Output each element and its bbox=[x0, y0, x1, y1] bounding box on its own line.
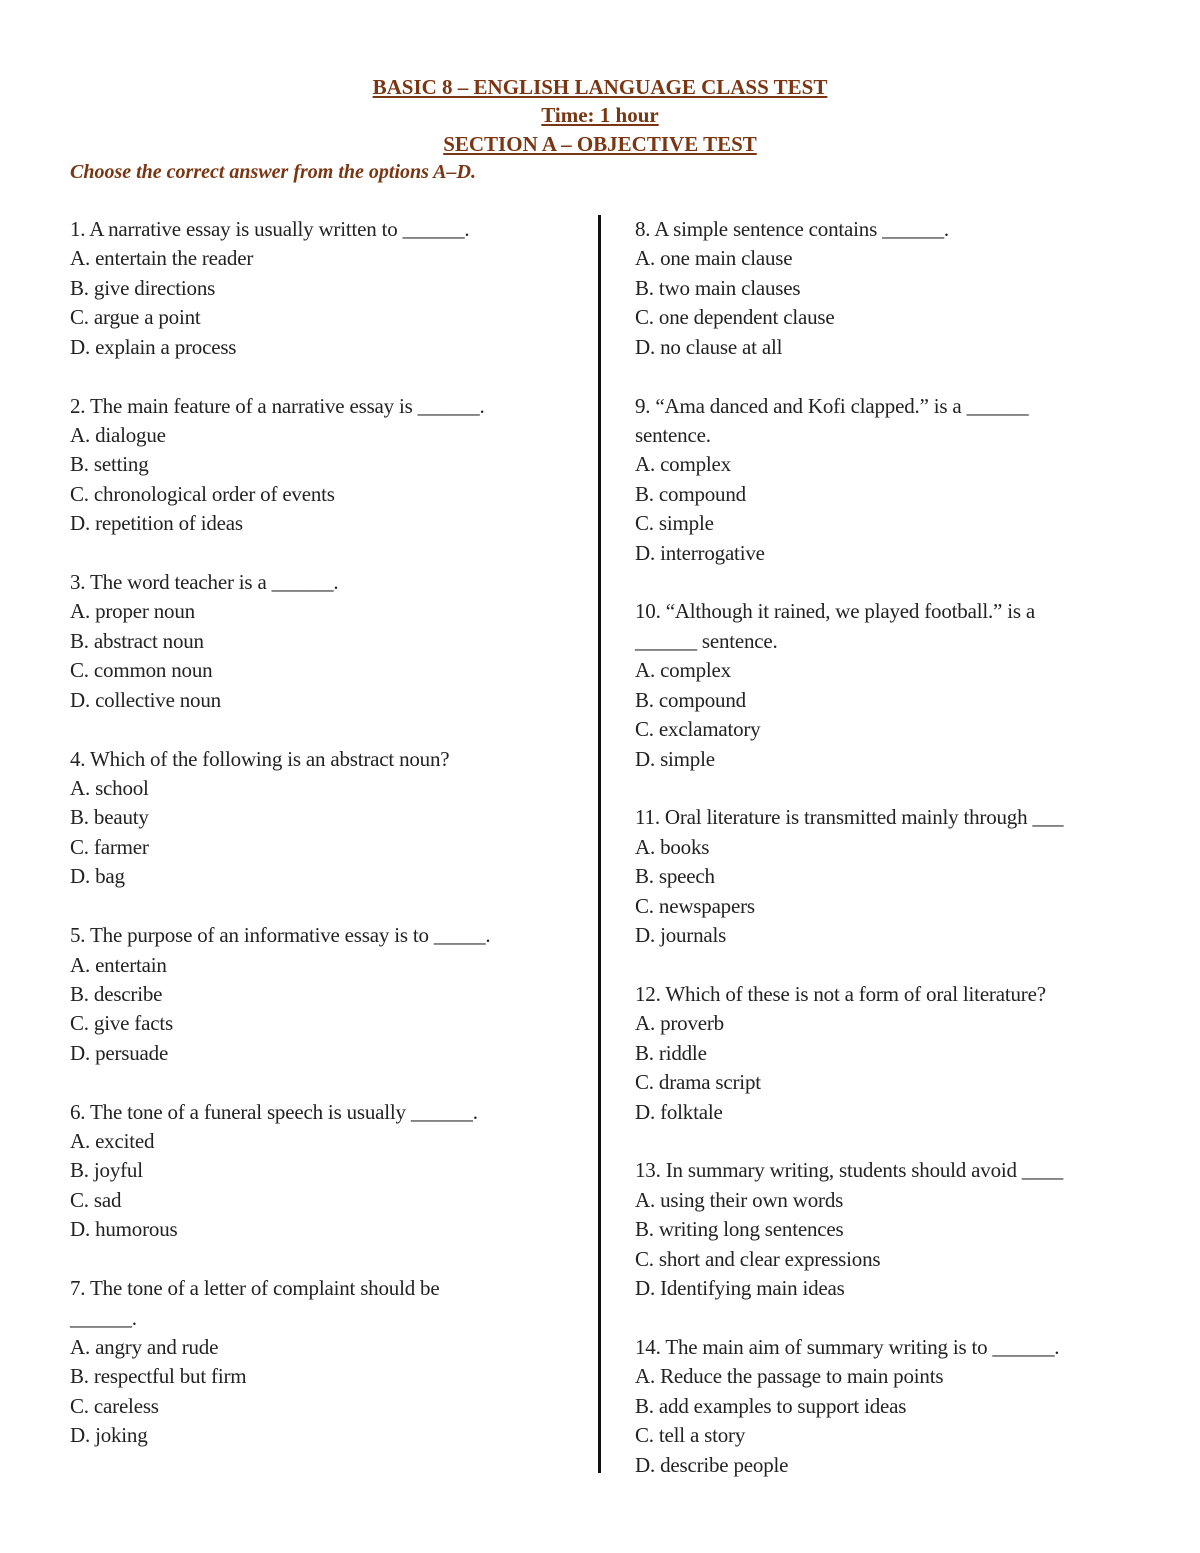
answer-option: D. journals bbox=[635, 923, 727, 948]
answer-option: B. compound bbox=[635, 481, 746, 506]
answer-option: D. joking bbox=[70, 1423, 148, 1448]
question-block bbox=[70, 1098, 570, 1245]
answer-option: A. dialogue bbox=[70, 422, 166, 447]
answer-option: C. farmer bbox=[70, 834, 149, 859]
question-text: ______. bbox=[70, 1305, 137, 1330]
answer-option: D. collective noun bbox=[70, 687, 221, 712]
answer-option: C. newspapers bbox=[635, 893, 755, 918]
answer-option: B. add examples to support ideas bbox=[635, 1393, 907, 1418]
question-block bbox=[635, 392, 1135, 568]
answer-option: D. no clause at all bbox=[635, 334, 783, 359]
answer-option: C. drama script bbox=[635, 1070, 761, 1095]
instruction: Choose the correct answer from the options A–D. bbox=[70, 161, 476, 183]
answer-option: B. writing long sentences bbox=[635, 1217, 844, 1242]
answer-option: C. sad bbox=[70, 1187, 122, 1212]
question-block bbox=[635, 980, 1135, 1127]
answer-option: B. give directions bbox=[70, 275, 216, 300]
question-block bbox=[70, 1274, 570, 1450]
answer-option: C. simple bbox=[635, 511, 714, 536]
answer-option: B. beauty bbox=[70, 805, 149, 830]
answer-option: C. short and clear expressions bbox=[635, 1246, 881, 1271]
question-text: 3. The word teacher is a ______. bbox=[70, 570, 339, 595]
question-block bbox=[70, 745, 570, 892]
question-block bbox=[70, 392, 570, 539]
question-text: sentence. bbox=[635, 422, 711, 447]
answer-option: B. joyful bbox=[70, 1158, 143, 1183]
question-block bbox=[635, 803, 1135, 950]
answer-option: B. speech bbox=[635, 864, 715, 889]
answer-option: B. setting bbox=[70, 452, 149, 477]
answer-option: B. riddle bbox=[635, 1040, 707, 1065]
question-text: 2. The main feature of a narrative essay is ______. bbox=[70, 393, 485, 418]
answer-option: C. exclamatory bbox=[635, 717, 761, 742]
answer-option: D. folktale bbox=[635, 1099, 723, 1124]
question-text: 11. Oral literature is transmitted mainly through ___ bbox=[635, 805, 1064, 830]
answer-option: D. Identifying main ideas bbox=[635, 1276, 845, 1301]
answer-option: B. compound bbox=[635, 687, 746, 712]
answer-option: A. school bbox=[70, 776, 149, 800]
answer-option: C. give facts bbox=[70, 1011, 173, 1036]
answer-option: A. excited bbox=[70, 1129, 155, 1154]
answer-option: B. respectful but firm bbox=[70, 1364, 247, 1389]
answer-option: C. common noun bbox=[70, 658, 213, 683]
answer-option: A. proverb bbox=[635, 1011, 724, 1036]
question-block bbox=[70, 215, 570, 362]
question-text: 7. The tone of a letter of complaint should be bbox=[70, 1276, 440, 1301]
answer-option: C. careless bbox=[70, 1393, 159, 1418]
answer-option: A. angry and rude bbox=[70, 1335, 219, 1359]
question-block bbox=[635, 215, 1135, 362]
answer-option: D. persuade bbox=[70, 1040, 169, 1065]
question-text: 14. The main aim of summary writing is to ______. bbox=[635, 1335, 1060, 1359]
test-time: Time: 1 hour bbox=[541, 103, 659, 127]
question-block bbox=[635, 1156, 1135, 1303]
question-text: 9. “Ama danced and Kofi clapped.” is a ______ bbox=[635, 393, 1029, 418]
answer-option: A. using their own words bbox=[635, 1187, 844, 1212]
answer-option: C. one dependent clause bbox=[635, 305, 835, 330]
answer-option: D. bag bbox=[70, 864, 125, 889]
answer-option: A. entertain the reader bbox=[70, 246, 254, 271]
test-title: BASIC 8 – ENGLISH LANGUAGE CLASS TEST bbox=[372, 75, 828, 99]
answer-option: A. proper noun bbox=[70, 599, 195, 624]
column-divider bbox=[598, 215, 601, 1473]
answer-option: A. entertain bbox=[70, 952, 167, 977]
answer-option: A. books bbox=[635, 834, 710, 859]
question-text: 13. In summary writing, students should avoid ____ bbox=[635, 1158, 1064, 1183]
question-block bbox=[635, 1333, 1135, 1480]
answer-option: A. complex bbox=[635, 658, 731, 683]
answer-option: D. interrogative bbox=[635, 540, 765, 565]
question-text: 8. A simple sentence contains ______. bbox=[635, 217, 949, 241]
question-block bbox=[70, 921, 570, 1068]
question-text: 4. Which of the following is an abstract noun? bbox=[70, 746, 450, 771]
question-block bbox=[70, 568, 570, 715]
answer-option: C. chronological order of events bbox=[70, 481, 335, 506]
left-column bbox=[70, 215, 570, 1480]
answer-option: C. tell a story bbox=[635, 1423, 746, 1448]
question-text: 5. The purpose of an informative essay is to _____. bbox=[70, 923, 491, 948]
answer-option: D. humorous bbox=[70, 1217, 178, 1242]
answer-option: B. abstract noun bbox=[70, 628, 204, 653]
question-text: 6. The tone of a funeral speech is usually ______. bbox=[70, 1099, 478, 1124]
answer-option: D. repetition of ideas bbox=[70, 511, 243, 536]
answer-option: A. complex bbox=[635, 452, 731, 477]
answer-option: D. describe people bbox=[635, 1452, 789, 1477]
answer-option: D. simple bbox=[635, 746, 715, 771]
answer-option: B. two main clauses bbox=[635, 275, 801, 300]
question-text: ______ sentence. bbox=[635, 628, 778, 653]
question-text: 1. A narrative essay is usually written to ______. bbox=[70, 217, 470, 241]
answer-option: A. one main clause bbox=[635, 246, 793, 271]
answer-option: A. Reduce the passage to main points bbox=[635, 1364, 944, 1389]
right-column bbox=[635, 215, 1135, 1510]
answer-option: B. describe bbox=[70, 981, 163, 1006]
question-text: 12. Which of these is not a form of oral literature? bbox=[635, 981, 1046, 1006]
question-block bbox=[635, 597, 1135, 773]
question-text: 10. “Although it rained, we played football.” is a bbox=[635, 599, 1035, 624]
answer-option: D. explain a process bbox=[70, 334, 237, 359]
section-title: SECTION A – OBJECTIVE TEST bbox=[443, 132, 757, 156]
answer-option: C. argue a point bbox=[70, 305, 201, 330]
